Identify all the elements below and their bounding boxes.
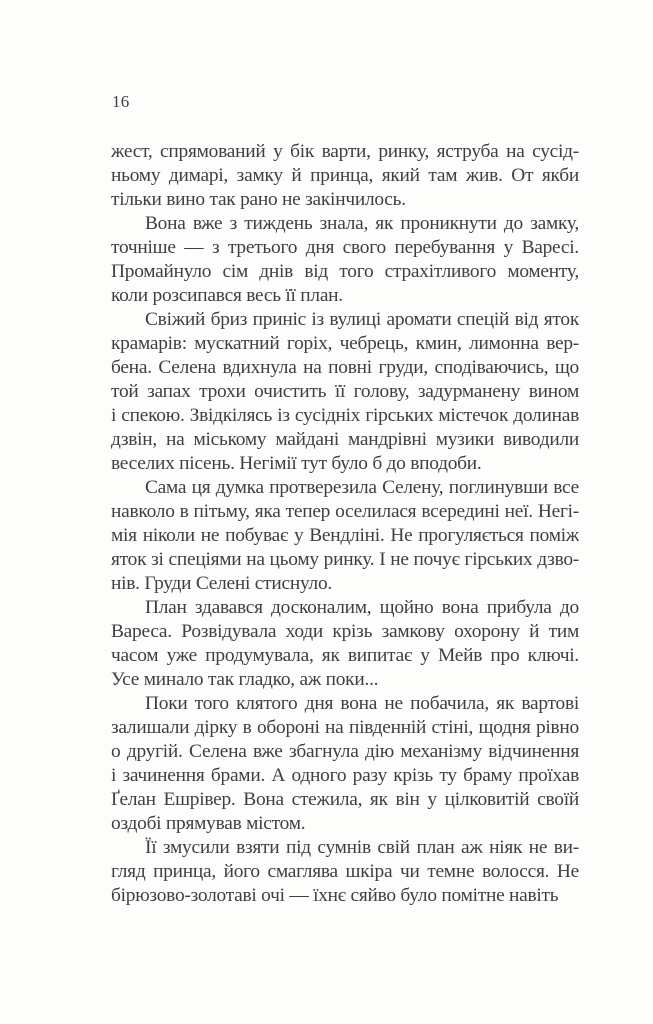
text-line: бена. Селена вдихнула на повні груди, сподіваючись, що (111, 357, 579, 378)
text-line: крамарів: мускатний горіх, чебрець, кмин, лимонна вер- (111, 333, 579, 354)
text-line: План здавався досконалим, щойно вона прибула до (145, 597, 579, 618)
paragraph (111, 596, 579, 692)
text-line: тільки вино так рано не закінчилось. (111, 189, 406, 210)
paragraph (111, 692, 579, 836)
body-text (111, 140, 579, 908)
text-line: і зачинення брами. А одного разу крізь ту браму проїхав (111, 765, 579, 786)
text-line: Поки того клятого дня вона не побачила, як вартові (145, 693, 579, 714)
text-line: о другій. Селена вже збагнула дію механізму відчинення (111, 741, 579, 762)
text-line: і спекою. Звідкілясь із сусідніх гірських містечок долинав (111, 405, 579, 426)
text-line: Усе минало так гладко, аж поки... (111, 669, 379, 690)
text-line: ньому димарі, замку й принца, який там жив. От якби (111, 165, 579, 186)
text-line: Вона вже з тиждень знала, як проникнути до замку, (145, 213, 579, 234)
paragraph (111, 476, 579, 596)
text-line: нів. Груди Селені стиснуло. (111, 573, 333, 594)
text-line: веселих пісень. Негімії тут було б до вподоби. (111, 453, 482, 474)
text-line: навколо в пітьму, яка тепер оселилася всередині неї. Негі- (111, 501, 579, 522)
text-line: точніше — з третього дня свого перебування у Варесі. (111, 237, 579, 258)
text-line: залишали дірку в обороні на південній стіні, щодня рівно (111, 717, 579, 738)
text-line: дзвін, на міському майдані мандрівні музики виводили (111, 429, 579, 450)
text-line: Вареса. Розвідувала ходи крізь замкову охорону й тим (111, 621, 579, 642)
text-line: оздобі прямував містом. (111, 813, 306, 834)
text-line: мія ніколи не побуває у Вендліні. Не прогуляється поміж (111, 525, 579, 546)
text-line: Сама ця думка протверезила Селену, поглинувши все (145, 477, 579, 498)
text-line: той запах трохи очистить її голову, задурманену вином (111, 381, 579, 402)
text-line: бірюзово-золотаві очі — їхнє сяйво було помітне навіть (111, 885, 559, 906)
text-line: коли розсипався весь її план. (111, 285, 343, 306)
paragraph (111, 212, 579, 308)
text-line: яток зі спеціями на цьому ринку. І не почує гірських дзво- (111, 549, 579, 570)
paragraph (111, 308, 579, 476)
text-line: гляд принца, його смаглява шкіра чи темне волосся. Не (111, 861, 579, 882)
paragraph (111, 140, 579, 212)
text-line: Ґелан Ешрівер. Вона стежила, як він у цілковитій своїй (111, 789, 579, 810)
text-line: Промайнуло сім днів від того страхітливого моменту, (111, 261, 579, 282)
text-line: Свіжий бриз приніс із вулиці аромати спецій від яток (145, 309, 579, 330)
paragraph (111, 836, 579, 908)
text-line: жест, спрямований у бік варти, ринку, яструба на сусід- (111, 141, 579, 162)
text-line: Її змусили взяти під сумнів свій план аж ніяк не ви- (145, 837, 579, 858)
page-number: 16 (112, 92, 130, 111)
text-line: часом уже продумувала, як випитає у Мейв про ключі. (111, 645, 579, 666)
